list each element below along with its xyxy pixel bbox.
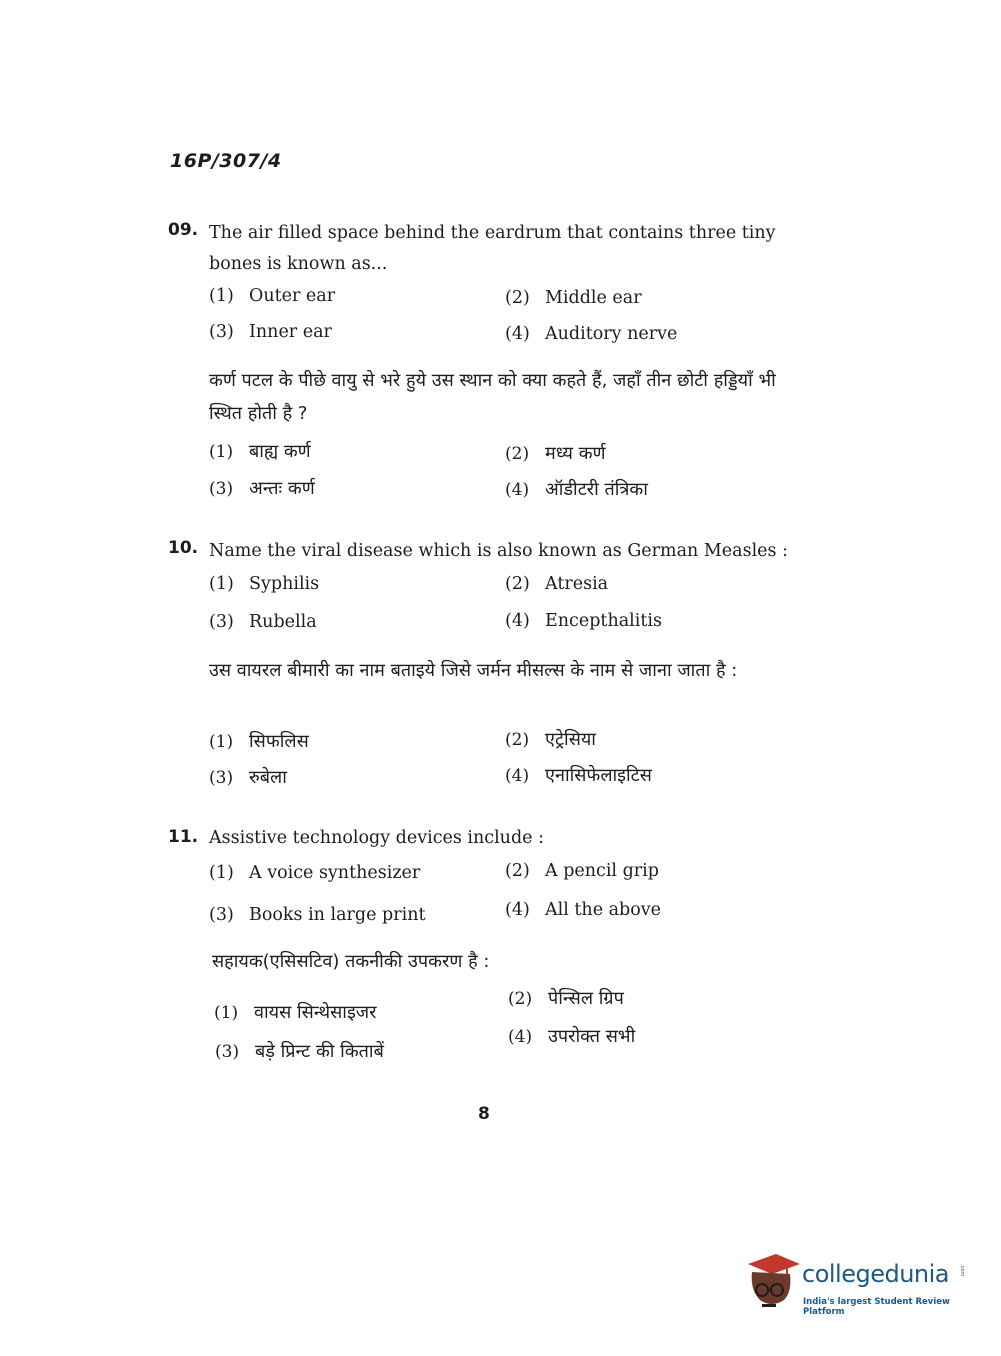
collegedunia-watermark	[742, 1250, 972, 1320]
question-text-en: Name the viral disease which is also known as German Measles :	[209, 541, 788, 561]
option-1-en	[209, 286, 335, 306]
option-3-hi	[215, 1039, 384, 1063]
question-text-en: The air filled space behind the eardrum that contains three tiny bones is known as...	[209, 223, 776, 274]
option-text: All the above	[545, 900, 662, 920]
logo-tagline: India's largest Student Review Platform	[803, 1297, 950, 1317]
option-text: Outer ear	[249, 286, 336, 306]
option-number: (3)	[209, 612, 234, 632]
option-text: रुबेला	[249, 767, 287, 788]
option-3-en	[209, 322, 332, 342]
option-number: (2)	[508, 989, 533, 1009]
question-09	[168, 218, 808, 508]
question-text-hi: कर्ण पटल के पीछे वायु से भरे हुये उस स्थान को क्या कहते हैं, जहाँ तीन छोटी हड्डियाँ भी स्थित होती है ?	[209, 370, 776, 424]
option-number: (1)	[214, 1003, 239, 1023]
option-number: (4)	[505, 324, 530, 344]
option-1-hi	[209, 729, 309, 753]
option-4-en	[505, 611, 662, 631]
option-text: Books in large print	[249, 905, 426, 925]
page-number: 8	[478, 1104, 490, 1124]
option-number: (1)	[209, 574, 234, 594]
question-10	[168, 536, 808, 796]
question-number: 10.	[168, 538, 199, 558]
option-text: मध्य कर्ण	[545, 443, 606, 464]
option-number: (2)	[505, 574, 530, 594]
option-text: A voice synthesizer	[249, 863, 421, 883]
option-3-en	[209, 905, 426, 925]
option-4-hi	[508, 1024, 635, 1048]
option-text: ऑडीटरी तंत्रिका	[545, 479, 648, 500]
option-2-en	[505, 861, 659, 881]
option-number: (2)	[505, 444, 530, 464]
option-4-en	[505, 324, 677, 344]
option-number: (4)	[505, 900, 530, 920]
option-number: (3)	[209, 479, 234, 499]
option-number: (2)	[505, 730, 530, 750]
option-number: (1)	[209, 286, 234, 306]
logo-wordmark: collegedunia	[802, 1260, 950, 1288]
question-number: 09.	[168, 220, 199, 240]
question-11	[168, 823, 808, 1073]
option-text: Rubella	[249, 612, 317, 632]
option-number: (4)	[508, 1027, 533, 1047]
option-2-hi	[505, 727, 596, 751]
option-1-hi	[214, 1000, 377, 1024]
question-text-hi: उस वायरल बीमारी का नाम बताइये जिसे जर्मन मीसल्स के नाम से जाना जाता है :	[209, 660, 738, 681]
option-text: सिफलिस	[249, 731, 309, 752]
question-number: 11.	[168, 827, 199, 847]
option-number: (3)	[215, 1042, 240, 1062]
option-number: (2)	[505, 861, 530, 881]
logo-domain: .com	[959, 1264, 965, 1277]
option-text: पेन्सिल ग्रिप	[548, 988, 624, 1009]
option-text: Syphilis	[249, 574, 320, 594]
option-number: (3)	[209, 322, 234, 342]
option-3-hi	[209, 765, 287, 789]
option-number: (4)	[505, 766, 530, 786]
option-4-hi	[505, 477, 648, 501]
option-text: एनासिफेलाइटिस	[545, 765, 652, 786]
option-4-hi	[505, 763, 652, 787]
option-text: Auditory nerve	[545, 324, 678, 344]
option-3-hi	[209, 476, 315, 500]
option-number: (1)	[209, 442, 234, 462]
option-1-en	[209, 863, 420, 883]
option-text: A pencil grip	[545, 861, 659, 881]
option-number: (4)	[505, 480, 530, 500]
option-number: (1)	[209, 732, 234, 752]
option-number: (1)	[209, 863, 234, 883]
option-3-en	[209, 612, 317, 632]
paper-code: 16P/307/4	[170, 150, 282, 172]
option-2-hi	[505, 441, 606, 465]
option-text: Atresia	[545, 574, 609, 594]
option-text: Inner ear	[249, 322, 332, 342]
option-text: बाह्य कर्ण	[249, 441, 311, 462]
option-text: उपरोक्त सभी	[548, 1026, 636, 1047]
option-1-en	[209, 574, 319, 594]
option-number: (4)	[505, 611, 530, 631]
mascot-icon	[742, 1250, 802, 1312]
option-number: (2)	[505, 288, 530, 308]
question-text-hi: सहायक(एसिसटिव) तकनीकी उपकरण है :	[212, 951, 490, 972]
option-text: वायस सिन्थेसाइजर	[254, 1002, 377, 1023]
option-text: अन्तः कर्ण	[249, 478, 315, 499]
option-text: Encepthalitis	[545, 611, 662, 631]
option-text: बड़े प्रिन्ट की किताबें	[255, 1041, 384, 1062]
option-2-en	[505, 288, 642, 308]
option-number: (3)	[209, 905, 234, 925]
option-text: Middle ear	[545, 288, 642, 308]
question-text-en: Assistive technology devices include :	[209, 828, 544, 848]
option-text: एट्रेसिया	[545, 729, 596, 750]
option-4-en	[505, 900, 661, 920]
option-number: (3)	[209, 768, 234, 788]
option-2-hi	[508, 986, 624, 1010]
option-2-en	[505, 574, 608, 594]
option-1-hi	[209, 439, 311, 463]
